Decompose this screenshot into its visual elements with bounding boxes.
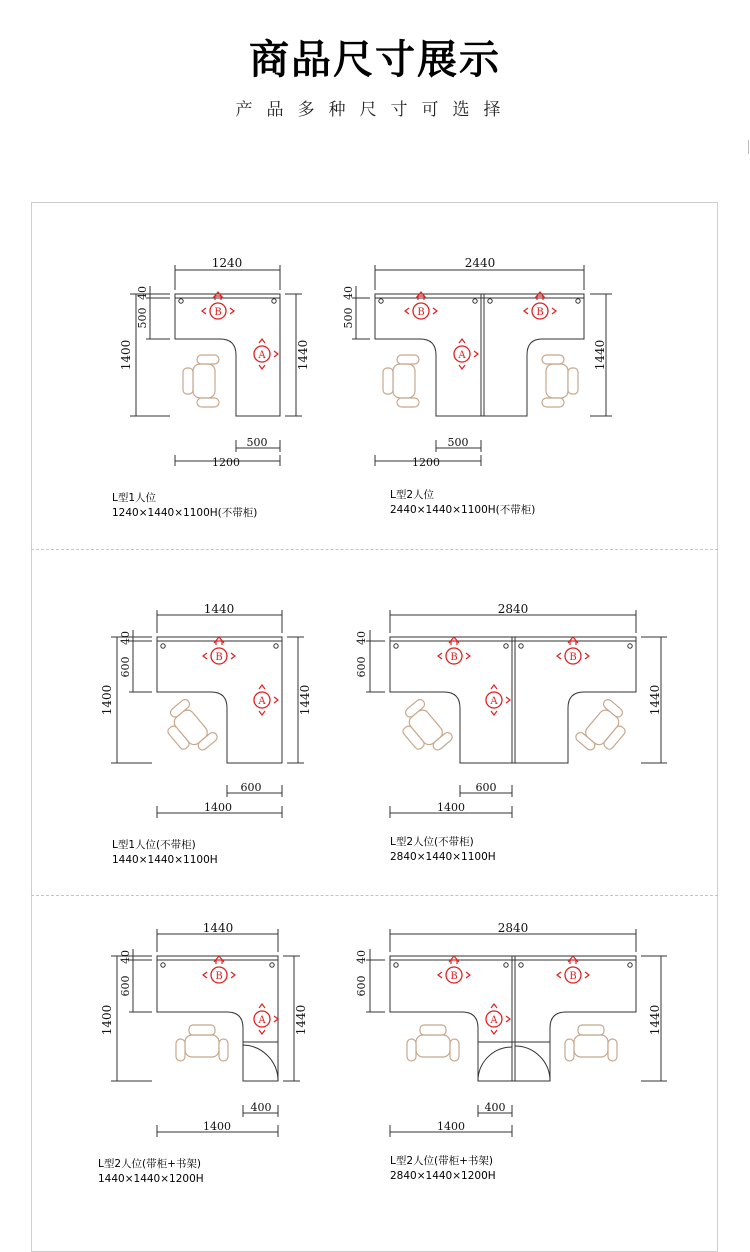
plan-name: L型2人位(带柜+书架)	[98, 1158, 202, 1170]
marker-b-label: B	[450, 652, 458, 663]
plan-1-caption	[112, 491, 257, 521]
plan-4-caption	[390, 835, 496, 865]
dim-side-depth: 600	[119, 656, 132, 678]
dim-leg: 500	[246, 436, 268, 449]
marker-b-label: B	[450, 971, 458, 982]
marker-a-label: A	[258, 1015, 266, 1026]
dim-bottom: 1400	[437, 801, 465, 814]
plan-6-caption	[390, 1154, 496, 1184]
dim-bottom: 1200	[412, 456, 440, 469]
marker-b-label: B	[569, 652, 577, 663]
dim-side-depth: 500	[136, 307, 149, 329]
dim-leg: 600	[475, 781, 497, 794]
dim-top: 2840	[497, 921, 529, 935]
plan-name: L型2人位(带柜+书架)	[390, 1155, 494, 1167]
marker-b-label: B	[536, 307, 544, 318]
marker-b-label: B	[215, 652, 223, 663]
dim-side-depth: 500	[342, 307, 355, 329]
plan-spec: 1440×1440×1100H	[112, 854, 218, 866]
marker-a-label: A	[490, 1015, 498, 1026]
chair-icon	[407, 1025, 459, 1061]
chair-icon	[565, 1025, 617, 1061]
plan-2-caption	[390, 488, 535, 518]
dim-side-depth: 600	[355, 975, 368, 997]
plan-5-drawing	[95, 920, 335, 1140]
marker-b-label: B	[214, 307, 222, 318]
marker-a-label: A	[490, 696, 498, 707]
dim-left-height: 1400	[119, 339, 133, 371]
plan-spec: 2840×1440×1100H	[390, 851, 496, 863]
dim-depth: 40	[119, 631, 132, 645]
marker-a-label: A	[458, 350, 466, 361]
dim-leg: 500	[447, 436, 469, 449]
plan-spec: 2840×1440×1200H	[390, 1170, 496, 1182]
plan-3-caption	[112, 838, 218, 868]
page-title: 商品尺寸展示	[249, 37, 501, 83]
dim-bottom: 1400	[437, 1120, 465, 1133]
chair-icon	[383, 355, 419, 407]
plan-5-caption	[98, 1157, 204, 1187]
page-subtitle: 产品多种尺寸可选择	[235, 100, 515, 120]
dim-side-depth: 600	[355, 656, 368, 678]
plan-2-drawing	[330, 255, 620, 475]
dim-top: 1440	[202, 921, 234, 935]
dim-right-height: 1440	[593, 339, 607, 371]
dim-depth: 40	[355, 950, 368, 964]
plan-name: L型2人位(不带柜)	[390, 836, 474, 848]
chair-icon	[158, 698, 219, 761]
dim-right-height: 1440	[298, 684, 312, 716]
chair-icon	[574, 698, 635, 761]
marker-b-label: B	[215, 971, 223, 982]
plan-spec: 2440×1440×1100H(不带柜)	[390, 504, 536, 516]
dim-bottom: 1400	[203, 1120, 231, 1133]
dim-top: 1440	[203, 602, 235, 616]
dim-bottom: 1200	[212, 456, 240, 469]
dim-leg: 400	[250, 1101, 272, 1114]
dim-leg: 400	[484, 1101, 506, 1114]
plan-spec: 1240×1440×1100H(不带柜)	[112, 507, 258, 519]
chair-icon	[176, 1025, 228, 1061]
plan-1-drawing	[110, 255, 330, 475]
chair-icon	[542, 355, 578, 407]
edge-mark	[748, 140, 749, 154]
dim-depth: 40	[342, 286, 355, 300]
dim-depth: 40	[119, 950, 132, 964]
chair-icon	[183, 355, 219, 407]
row-divider	[31, 895, 718, 896]
marker-b-label: B	[417, 307, 425, 318]
marker-b-label: B	[569, 971, 577, 982]
chair-icon	[393, 698, 454, 761]
dim-leg: 600	[240, 781, 262, 794]
dim-right-height: 1440	[294, 1004, 308, 1036]
plan-spec: 1440×1440×1200H	[98, 1173, 204, 1185]
plan-3-drawing	[95, 600, 335, 820]
dim-side-depth: 600	[119, 975, 132, 997]
plan-4-drawing	[345, 600, 675, 820]
dim-bottom: 1400	[204, 801, 232, 814]
plan-name: L型1人位(不带柜)	[112, 839, 196, 851]
dim-top: 1240	[211, 256, 243, 270]
plan-6-drawing	[345, 920, 675, 1140]
marker-a-label: A	[258, 696, 266, 707]
row-divider	[31, 549, 718, 550]
dim-top: 2840	[497, 602, 529, 616]
dim-right-height: 1440	[648, 684, 662, 716]
marker-a-label: A	[258, 350, 266, 361]
dim-right-height: 1440	[648, 1004, 662, 1036]
dim-top: 2440	[464, 256, 496, 270]
dim-left-height: 1400	[100, 684, 114, 716]
dim-left-height: 1400	[100, 1004, 114, 1036]
dim-right-height: 1440	[296, 339, 310, 371]
dim-depth: 40	[355, 631, 368, 645]
plan-name: L型1人位	[112, 492, 157, 504]
dim-depth: 40	[136, 286, 149, 300]
plan-name: L型2人位	[390, 489, 435, 501]
